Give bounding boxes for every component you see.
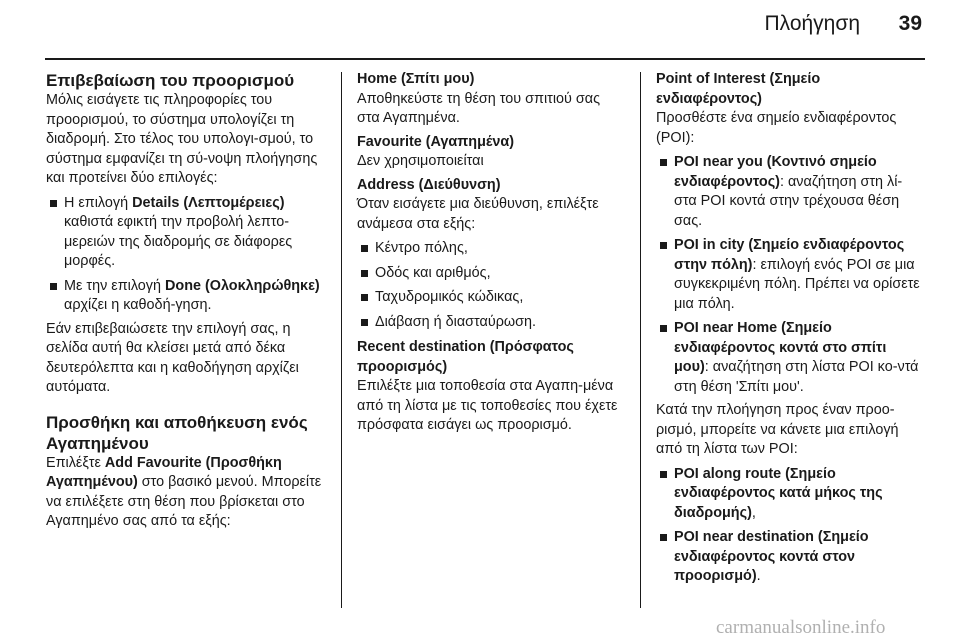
paragraph: [46, 454, 328, 532]
option-heading-favourite: Favourite (Αγαπημένα): [357, 133, 515, 150]
paragraph: Κατά την πλοήγηση προς έναν προο-ρισμό, μπορείτε να κάνετε μια επιλογή από τη λίστα των POI:: [656, 402, 899, 457]
option-poi-along-route: POI along route (Σημείο ενδιαφέροντος κατά μήκος της διαδρομής): [674, 465, 883, 521]
option-details: Details (Λεπτομέρειες): [132, 194, 285, 211]
bullet-icon: [361, 294, 368, 301]
list-item: [656, 153, 924, 231]
list-item: [656, 319, 924, 397]
paragraph: Εάν επιβεβαιώσετε την επιλογή σας, η σελίδα αυτή θα κλείσει μετά από δέκα δευτερόλεπτα και η καθοδήγηση αρχίζει αυτόματα.: [46, 320, 299, 395]
bullet-icon: [660, 242, 667, 249]
list-item-text: : αναζήτηση στη λί-στα POI κοντά στην τρέχουσα θέση σας.: [674, 173, 903, 229]
column-2: [357, 70, 623, 436]
option-poi-near-destination: POI near destination (Σημείο ενδιαφέροντος κοντά στον προορισμό): [674, 529, 869, 584]
list-item: [46, 194, 328, 272]
bullet-icon: [361, 245, 368, 252]
list-item: [357, 264, 623, 284]
bullet-icon: [50, 200, 57, 207]
bullet-icon: [50, 283, 57, 290]
bullet-icon: [660, 325, 667, 332]
option-poi-near-you: POI near you (Κοντινό σημείο ενδιαφέροντος): [674, 154, 877, 190]
list-item-text: Ταχυδρομικός κώδικας,: [375, 289, 524, 305]
list-item: [656, 236, 924, 314]
paragraph: Δεν χρησιμοποιείται: [357, 153, 484, 169]
list-item-text: ,: [751, 504, 756, 521]
list-item-text: Διάβαση ή διασταύρωση.: [375, 313, 536, 330]
option-poi-near-home: POI near Home (Σημείο ενδιαφέροντος κοντά στο σπίτι μου): [674, 320, 887, 375]
list-item-text: : αναζήτηση στη λίστα POI κο-ντά στη θέση 'Σπίτι μου'.: [674, 359, 919, 395]
column-1: [46, 70, 328, 532]
paragraph-text: στο βασικό μενού. Μπορείτε να επιλέξετε στη θέση που βρίσκεται στο Αγαπημένο σας από τα εξής:: [46, 474, 322, 529]
option-heading-recent-destination: Recent destination (Πρόσφατος προορισμός): [357, 339, 574, 375]
column-3: [656, 70, 924, 587]
list-item-text: καθιστά εφικτή την προβολή λεπτο-μερειών της διαδρομής σε διάφορες μορφές.: [64, 214, 293, 269]
list-item: [357, 288, 623, 308]
list-item-text: Κέντρο πόλης,: [375, 240, 468, 256]
option-add-favourite: Add Favourite (Προσθήκη Αγαπημένου): [46, 454, 282, 490]
section-heading-add-favourite: Προσθήκη και αποθήκευση ενός Αγαπημένου: [46, 412, 308, 453]
list-item-text: .: [756, 568, 761, 584]
bullet-icon: [361, 270, 368, 277]
list-item-text: Οδός και αριθμός,: [375, 264, 491, 281]
option-heading-address: Address (Διεύθυνση): [357, 176, 501, 193]
list-item: [357, 313, 623, 333]
option-poi-in-city: POI in city (Σημείο ενδιαφέροντος στην πόλη): [674, 237, 905, 273]
list-item: [357, 239, 623, 259]
option-done: Done (Ολοκληρώθηκε): [165, 277, 320, 294]
bullet-icon: [361, 319, 368, 326]
page-number: 39: [898, 12, 922, 35]
paragraph: Μόλις εισάγετε τις πληροφορίες του προορισμού, το σύστημα υπολογίζει τη διαδρομή. Στο τέλος του υπολογι-σμού, το σύστημα εμφανίζει τη σύ-νοψη πλοήγησης και προτείνει δύο επιλογές:: [46, 92, 318, 186]
paragraph: Αποθηκεύστε τη θέση του σπιτιού σας στα Αγαπημένα.: [357, 90, 601, 126]
paragraph: Επιλέξτε μια τοποθεσία στα Αγαπη-μένα από τη λίστα με τις τοποθεσίες που έχετε πρόσφατα εισάγει ως προορισμό.: [357, 378, 618, 433]
section-heading-confirm-destination: Επιβεβαίωση του προορισμού: [46, 71, 295, 90]
paragraph-text: Επιλέξτε: [46, 454, 105, 471]
list-item: [656, 528, 924, 587]
list-item: [656, 465, 924, 524]
column-divider-2: [640, 72, 641, 608]
column-divider-1: [341, 72, 342, 608]
list-item-text: Η επιλογή: [64, 194, 133, 211]
option-heading-poi: Point of Interest (Σημείο ενδιαφέροντος): [656, 71, 821, 107]
option-heading-home: Home (Σπίτι μου): [357, 71, 475, 87]
list-item-text: αρχίζει η καθοδή-γηση.: [64, 297, 212, 313]
list-item-text: Με την επιλογή: [64, 277, 166, 294]
bullet-icon: [660, 159, 667, 166]
list-item: [46, 277, 328, 316]
bullet-icon: [660, 471, 667, 478]
header-rule: [45, 58, 925, 60]
list-item-text: : επιλογή ενός POI σε μια συγκεκριμένη πόλη. Πρέπει να ορίσετε μια πόλη.: [674, 256, 920, 312]
paragraph: Όταν εισάγετε μια διεύθυνση, επιλέξτε ανάμεσα στα εξής:: [357, 196, 599, 232]
bullet-icon: [660, 534, 667, 541]
page-header-title: Πλοήγηση: [764, 12, 860, 35]
paragraph: Προσθέστε ένα σημείο ενδιαφέροντος (POI):: [656, 110, 897, 146]
watermark: carmanualsonline.info: [716, 617, 886, 638]
